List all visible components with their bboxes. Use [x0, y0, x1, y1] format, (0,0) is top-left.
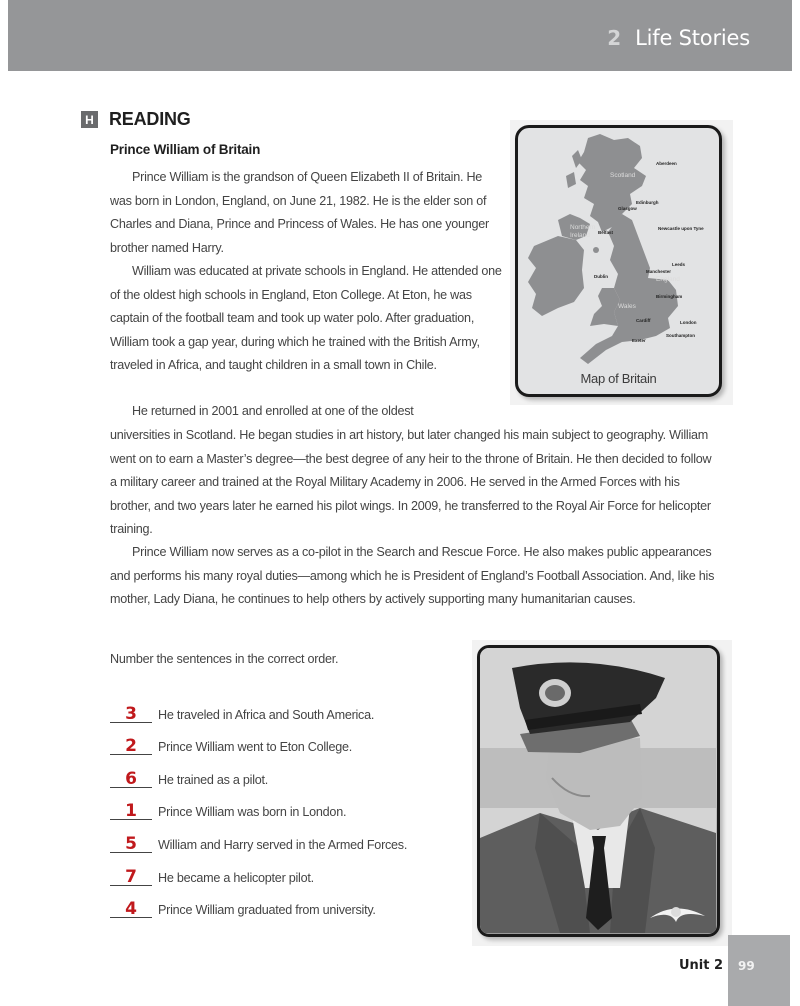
map-city-dublin: Dublin — [594, 274, 608, 279]
ordering-item — [110, 755, 407, 788]
ordering-item — [110, 820, 407, 853]
sentence-text: Prince William was born in London. — [158, 805, 347, 820]
article-title: Prince William of Britain — [110, 142, 261, 157]
sentence-text: Prince William went to Eton College. — [158, 740, 352, 755]
ordering-item — [110, 853, 407, 886]
page-number: 99 — [738, 959, 755, 973]
ordering-item — [110, 723, 407, 756]
article-paragraph-3: universities in Scotland. He began studies in art history, but later changed his main subject to geography. William went on to earn a Master’s degree—the best degree of any heir to the throne of Britain. He then decided to follow a military career and trained at the Royal Military Academy in 2006. He served in the Armed Forces with his brother, and two years later he earned his pilot wings. In 2009, he transferred to the Royal Air Force for helicopter training. — [110, 428, 712, 536]
answer-blank[interactable] — [110, 833, 152, 853]
map-figure — [510, 120, 733, 405]
photo-figure — [472, 640, 732, 946]
map-caption: Map of Britain — [580, 371, 657, 386]
map-city-glasgow: Glasgow — [618, 206, 637, 211]
map-city-london: London — [680, 320, 697, 325]
ordering-item — [110, 788, 407, 821]
answer-blank[interactable] — [110, 703, 152, 723]
ordering-item — [110, 690, 407, 723]
answer-number: 3 — [125, 703, 137, 724]
section-title: READING — [109, 109, 191, 129]
map-city-exeter: Exeter — [632, 338, 646, 343]
map-city-manchester: Manchester — [646, 269, 672, 274]
answer-blank[interactable] — [110, 898, 152, 918]
map-city-belfast: Belfast — [598, 230, 614, 235]
portrait-illustration-icon — [480, 648, 716, 933]
map-region-northern-ireland: Northern Ireland — [570, 224, 596, 239]
answer-blank[interactable] — [110, 768, 152, 788]
section-heading — [81, 109, 191, 130]
map-city-birmingham: Birmingham — [656, 294, 683, 299]
map-region-scotland: Scotland — [610, 172, 636, 179]
answer-number: 2 — [125, 736, 137, 757]
answer-number: 6 — [125, 768, 137, 789]
answer-blank[interactable] — [110, 866, 152, 886]
map-city-cardiff: Cardiff — [636, 318, 651, 323]
sentence-text: He trained as a pilot. — [158, 772, 269, 787]
sentence-text: William and Harry served in the Armed Forces. — [158, 837, 408, 852]
section-letter-badge: H — [81, 111, 98, 128]
answer-number: 4 — [125, 899, 137, 920]
sentence-ordering-list — [110, 690, 407, 918]
map-city-southampton: Southampton — [666, 333, 695, 338]
sentence-text: He became a helicopter pilot. — [158, 870, 314, 885]
exercise-instruction: Number the sentences in the correct order. — [110, 652, 339, 666]
chapter-title: Life Stories — [635, 26, 750, 50]
prince-william-photo — [477, 645, 720, 937]
sentence-text: Prince William graduated from university. — [158, 903, 376, 918]
map-region-england: England — [656, 276, 680, 283]
article-paragraph-2: William was educated at private schools in England. He attended one of the oldest high schools in England, Eton College. At Eton, he was captain of the football team and took up water polo. After graduation, William took a gap year, during which he trained with the British Army, traveled in Africa, and taught children in a small town in Chile. — [110, 264, 502, 372]
article-paragraph-4: Prince William now serves as a co-pilot in the Search and Rescue Force. He also makes public appearances and performs his many royal duties—among which he is President of England’s Football Association. And, like his mother, Lady Diana, he continues to help others by actively supporting many humanitarian causes. — [110, 545, 715, 606]
article-paragraph-1: Prince William is the grandson of Queen Elizabeth II of Britain. He was born in London, England, on June 21, 1982. He is the elder son of Charles and Diana, Prince and Princess of Wales. He has one younger brother named Harry. — [110, 170, 489, 255]
answer-number: 1 — [125, 801, 137, 822]
british-isles-map-icon — [518, 128, 718, 393]
chapter-number: 2 — [607, 26, 622, 50]
sentence-text: He traveled in Africa and South America. — [158, 707, 375, 722]
map-city-leeds: Leeds — [672, 262, 686, 267]
footer-unit-label: Unit 2 — [679, 958, 724, 973]
map-city-newcastle: Newcastle upon Tyne — [658, 226, 704, 231]
answer-blank[interactable] — [110, 735, 152, 755]
map-region-wales: Wales — [618, 303, 636, 310]
chapter-heading — [607, 26, 750, 56]
map-city-edinburgh: Edinburgh — [636, 200, 659, 205]
map-of-britain — [515, 125, 722, 397]
map-city-aberdeen: Aberdeen — [656, 161, 677, 166]
ordering-item — [110, 886, 407, 919]
article-paragraph-3-start: He returned in 2001 and enrolled at one of the oldest — [132, 404, 414, 418]
answer-blank[interactable] — [110, 800, 152, 820]
answer-number: 7 — [125, 866, 137, 887]
footer-page-box — [728, 935, 790, 1006]
answer-number: 5 — [125, 833, 137, 854]
chapter-header-band — [8, 0, 792, 71]
